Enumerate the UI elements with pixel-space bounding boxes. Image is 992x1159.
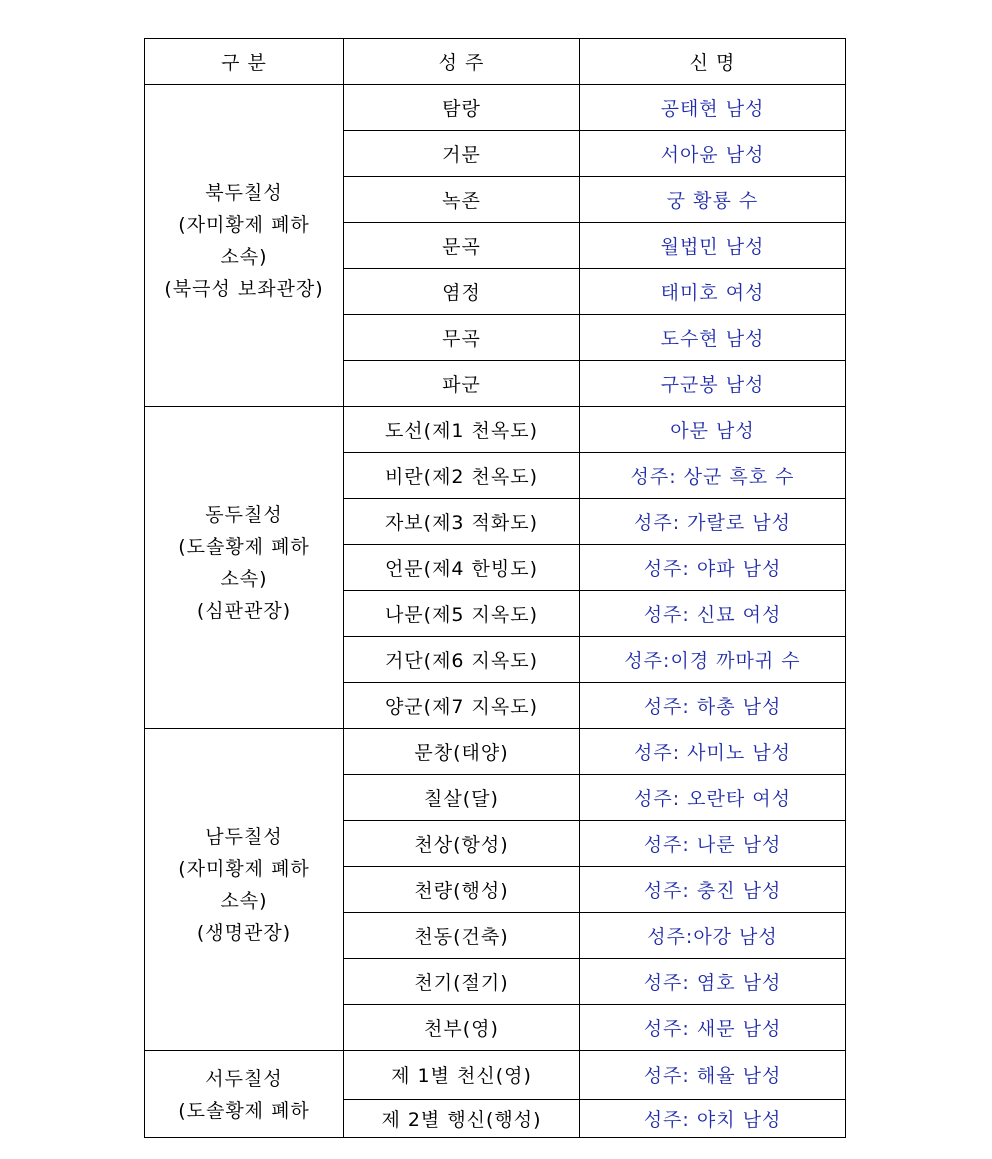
name-cell: 태미호 여성 xyxy=(580,269,846,315)
star-cell: 천기(절기) xyxy=(344,959,580,1005)
star-cell: 제 2별 행신(행성) xyxy=(344,1099,580,1137)
name-cell: 도수현 남성 xyxy=(580,315,846,361)
star-cell: 거단(제6 지옥도) xyxy=(344,637,580,683)
group-label-cell xyxy=(145,407,344,729)
name-cell: 아문 남성 xyxy=(580,407,846,453)
group-label-line: 소속) xyxy=(220,245,268,268)
group-label-line: 북두칠성 xyxy=(205,181,283,204)
star-cell: 거문 xyxy=(344,131,580,177)
name-cell: 성주: 새문 남성 xyxy=(580,1005,846,1051)
star-cell: 문창(태양) xyxy=(344,729,580,775)
name-cell: 구군봉 남성 xyxy=(580,361,846,407)
name-cell: 성주: 야파 남성 xyxy=(580,545,846,591)
name-cell: 서아윤 남성 xyxy=(580,131,846,177)
name-cell: 공태현 남성 xyxy=(580,85,846,131)
name-cell: 성주: 나룬 남성 xyxy=(580,821,846,867)
table-header-row xyxy=(145,39,846,85)
table-row xyxy=(145,729,846,775)
star-cell: 칠살(달) xyxy=(344,775,580,821)
table-row xyxy=(145,85,846,131)
group-label-line: (심판관장) xyxy=(196,599,292,622)
name-cell: 성주: 상군 흑호 수 xyxy=(580,453,846,499)
group-label-line: (도솔황제 폐하 xyxy=(178,535,310,558)
star-cell: 탐랑 xyxy=(344,85,580,131)
table-body xyxy=(145,85,846,1138)
name-cell: 성주: 사미노 남성 xyxy=(580,729,846,775)
group-label-line: 남두칠성 xyxy=(205,825,283,848)
star-cell: 천상(항성) xyxy=(344,821,580,867)
star-cell: 비란(제2 천옥도) xyxy=(344,453,580,499)
group-label-line: (북극성 보좌관장) xyxy=(164,277,324,300)
group-label-cell xyxy=(145,1051,344,1138)
star-cell: 파군 xyxy=(344,361,580,407)
header-name: 신 명 xyxy=(580,39,846,85)
name-cell: 성주: 신묘 여성 xyxy=(580,591,846,637)
group-label-line: 소속) xyxy=(220,889,268,912)
group-label-line: (자미황제 폐하 xyxy=(178,213,310,236)
name-cell: 성주: 오란타 여성 xyxy=(580,775,846,821)
group-label-line: (도솔황제 폐하 xyxy=(178,1100,310,1122)
star-cell: 천량(행성) xyxy=(344,867,580,913)
header-star: 성 주 xyxy=(344,39,580,85)
name-cell: 월법민 남성 xyxy=(580,223,846,269)
name-cell: 성주:이경 까마귀 수 xyxy=(580,637,846,683)
star-cell: 양군(제7 지옥도) xyxy=(344,683,580,729)
name-cell: 성주: 충진 남성 xyxy=(580,867,846,913)
star-cell: 도선(제1 천옥도) xyxy=(344,407,580,453)
name-cell: 성주:아강 남성 xyxy=(580,913,846,959)
group-label-cell xyxy=(145,85,344,407)
name-cell: 성주: 염호 남성 xyxy=(580,959,846,1005)
group-label-cell xyxy=(145,729,344,1051)
group-label-line: (생명관장) xyxy=(196,921,292,944)
header-group: 구 분 xyxy=(145,39,344,85)
star-cell: 녹존 xyxy=(344,177,580,223)
star-cell: 천부(영) xyxy=(344,1005,580,1051)
group-label-line: 서두칠성 xyxy=(205,1068,283,1090)
name-cell: 성주: 하총 남성 xyxy=(580,683,846,729)
name-cell: 성주: 해율 남성 xyxy=(580,1051,846,1100)
star-cell: 자보(제3 적화도) xyxy=(344,499,580,545)
name-cell: 성주: 야치 남성 xyxy=(580,1099,846,1137)
name-cell: 궁 황룡 수 xyxy=(580,177,846,223)
star-cell: 천동(건축) xyxy=(344,913,580,959)
group-label-line: 소속) xyxy=(220,567,268,590)
star-cell: 제 1별 천신(영) xyxy=(344,1051,580,1100)
star-cell: 염정 xyxy=(344,269,580,315)
star-table xyxy=(144,38,846,1138)
table-row xyxy=(145,1051,846,1100)
group-label-line: 동두칠성 xyxy=(205,503,283,526)
table-row xyxy=(145,407,846,453)
star-cell: 문곡 xyxy=(344,223,580,269)
group-label-line: (자미황제 폐하 xyxy=(178,857,310,880)
star-cell: 나문(제5 지옥도) xyxy=(344,591,580,637)
star-cell: 언문(제4 한빙도) xyxy=(344,545,580,591)
name-cell: 성주: 가랄로 남성 xyxy=(580,499,846,545)
star-cell: 무곡 xyxy=(344,315,580,361)
